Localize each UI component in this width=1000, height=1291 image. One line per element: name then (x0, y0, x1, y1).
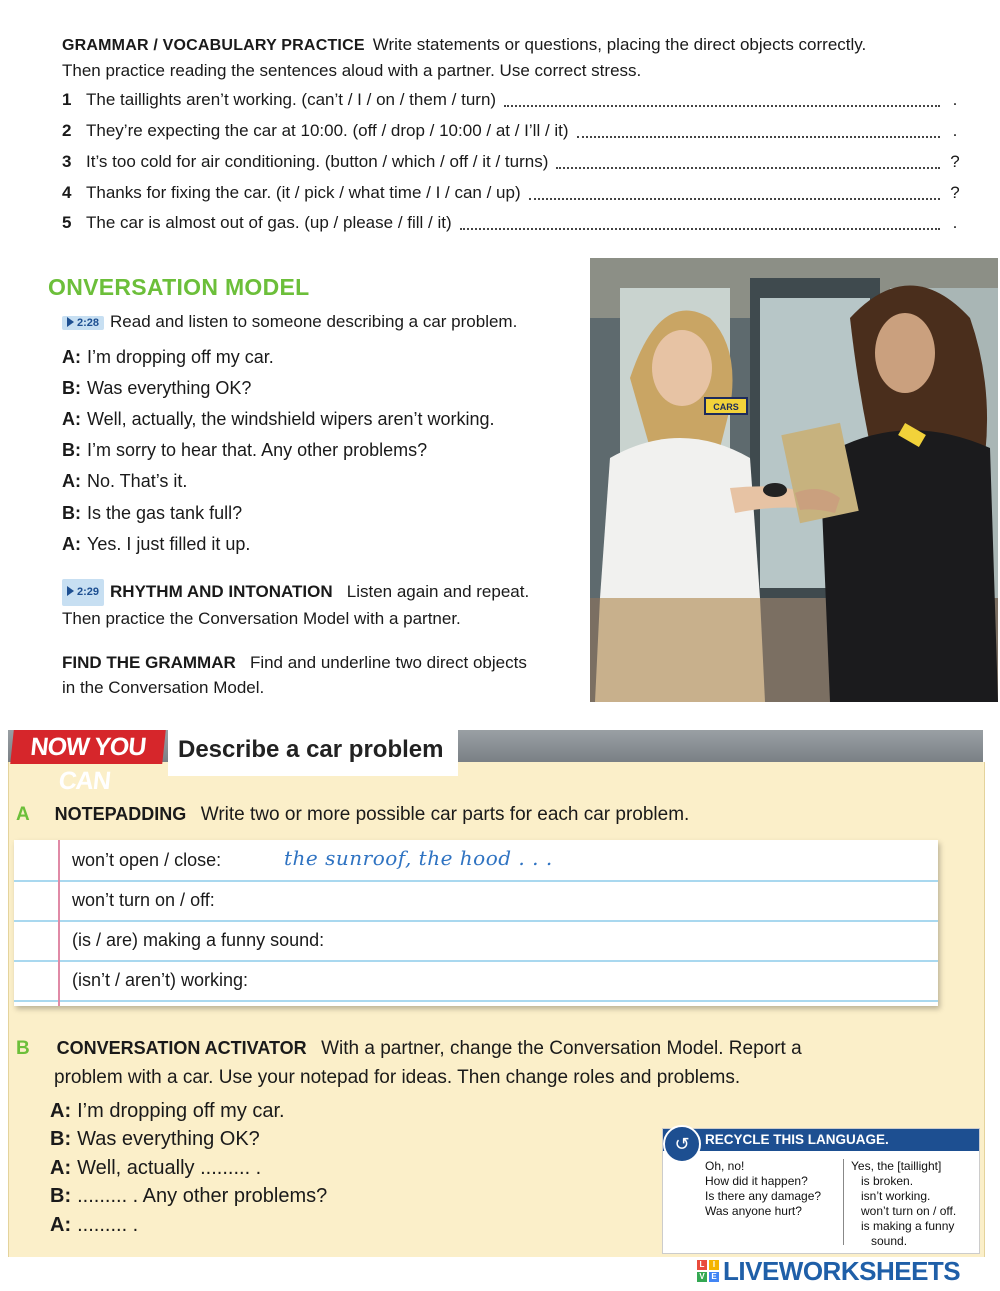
answer-blank[interactable] (556, 155, 940, 169)
activator-line-2 (50, 1128, 260, 1151)
rhythm-heading: RHYTHM AND INTONATION (110, 582, 333, 601)
recycle-right-column: Yes, the [taillight] is broken. isn’t working. won’t turn on / off. is making a funny sound. (851, 1159, 957, 1248)
liveworksheets-logo-icon (697, 1260, 719, 1282)
grammar-instruction-2: Then practice reading the sentences aloud with a partner. Use correct stress. (62, 61, 642, 80)
speaker-label: A: (50, 1214, 72, 1236)
item-text: The taillights aren’t working. (can’t / I / on / them / turn) (86, 90, 497, 109)
grammar-instruction-1: Write statements or questions, placing the direct objects correctly. (372, 35, 867, 54)
grammar-instructions (62, 32, 962, 83)
logo-tile: E (709, 1272, 719, 1282)
item-end-punct: . (952, 121, 958, 140)
speaker-label: A: (50, 1157, 72, 1179)
conversation-model-title: ONVERSATION MODEL (48, 274, 310, 300)
conversation-intro (62, 312, 517, 332)
item-number: 1 (62, 90, 72, 109)
grammar-item-2 (62, 119, 962, 143)
activator-text: ......... . Any other problems? (77, 1185, 328, 1207)
speaker-label: A: (50, 1100, 72, 1122)
recycle-divider (843, 1159, 844, 1245)
find-text-1: Find and underline two direct objects (249, 653, 527, 672)
item-end-punct: . (952, 90, 958, 109)
activator-text: ......... . (77, 1214, 139, 1236)
item-text: It’s too cold for air conditioning. (button / which / off / it / turns) (86, 152, 549, 171)
activator-line-5 (50, 1214, 138, 1237)
play-icon (67, 586, 74, 596)
section-heading: CONVERSATION ACTIVATOR (56, 1038, 307, 1058)
speaker-label: B: (62, 503, 81, 523)
notepad-margin-line (58, 840, 60, 1006)
grammar-item-3 (62, 150, 962, 174)
activator-text: Was everything OK? (77, 1128, 260, 1150)
activator-line-3 (50, 1157, 261, 1180)
section-b-header (16, 1034, 916, 1093)
dialogue-text: Yes. I just filled it up. (87, 534, 251, 554)
speaker-label: A: (62, 347, 81, 367)
speaker-label: B: (62, 440, 81, 460)
section-a-header (16, 804, 689, 826)
now-you-can-title: Describe a car problem (178, 736, 444, 763)
answer-blank[interactable] (529, 186, 940, 200)
dialogue-text: I’m sorry to hear that. Any other problems? (87, 440, 428, 460)
recycle-icon: ↺ (663, 1125, 701, 1163)
speaker-label: A: (62, 471, 81, 491)
dialogue-line-2 (62, 378, 251, 399)
section-letter: A (16, 804, 30, 825)
play-icon (67, 317, 74, 327)
notepad-label: won’t open / close: (72, 850, 222, 870)
section-letter: B (16, 1038, 30, 1059)
item-number: 4 (62, 183, 72, 202)
dialogue-line-6 (62, 503, 242, 524)
grammar-item-4 (62, 181, 962, 205)
dialogue-line-5 (62, 471, 187, 492)
audio-track-button[interactable]: 2:29 (62, 579, 104, 606)
answer-blank[interactable] (577, 124, 940, 138)
dialogue-line-4 (62, 440, 427, 461)
logo-tile: I (709, 1260, 719, 1270)
audio-track-button[interactable]: 2:28 (62, 316, 104, 330)
find-text-2: in the Conversation Model. (62, 678, 265, 697)
section-instruction-1: With a partner, change the Conversation Model. Report a (321, 1038, 802, 1059)
dialogue-line-7 (62, 534, 250, 555)
logo-tile: L (697, 1260, 707, 1270)
activator-text: I’m dropping off my car. (77, 1100, 285, 1122)
notepad-row-1[interactable] (14, 840, 938, 882)
activator-line-4 (50, 1185, 327, 1208)
find-the-grammar (62, 650, 582, 700)
recycle-header (663, 1129, 979, 1151)
rhythm-intonation (62, 579, 582, 631)
photo-illustration (590, 258, 998, 702)
logo-tile: V (697, 1272, 707, 1282)
intro-text: Read and listen to someone describing a car problem. (110, 312, 518, 331)
notepad-label: won’t turn on / off: (72, 890, 215, 910)
recycle-language-box (662, 1128, 980, 1254)
dialogue-text: Is the gas tank full? (87, 503, 243, 523)
find-heading: FIND THE GRAMMAR (62, 653, 236, 672)
notepad-row-3[interactable] (14, 920, 938, 962)
dialogue-text: Was everything OK? (87, 378, 252, 398)
recycle-left-column: Oh, no! How did it happen? Is there any damage? Was anyone hurt? (705, 1159, 822, 1218)
dialogue-text: Well, actually, the windshield wipers aren’t working. (87, 409, 495, 429)
item-end-punct: . (952, 213, 958, 232)
dialogue-line-3 (62, 409, 495, 430)
now-you-can-logo: NOW YOU CAN (10, 730, 166, 764)
notepad (14, 840, 938, 1006)
item-text: They’re expecting the car at 10:00. (off / drop / 10:00 / at / I’ll / it) (86, 121, 569, 140)
liveworksheets-footer (697, 1256, 960, 1286)
liveworksheets-brand[interactable]: LIVEWORKSHEETS (723, 1255, 961, 1286)
item-end-punct: ? (950, 152, 960, 171)
item-text: Thanks for fixing the car. (it / pick / what time / I / can / up) (86, 183, 521, 202)
item-number: 3 (62, 152, 72, 171)
dialogue-text: No. That’s it. (87, 471, 188, 491)
item-number: 2 (62, 121, 72, 140)
activator-text: Well, actually ......... . (77, 1157, 262, 1179)
section-heading: NOTEPADDING (54, 804, 187, 824)
grammar-item-1 (62, 88, 962, 112)
dialogue-text: I’m dropping off my car. (87, 347, 274, 367)
recycle-title: RECYCLE THIS LANGUAGE. (705, 1132, 889, 1147)
rhythm-text-2: Then practice the Conversation Model with a partner. (62, 609, 461, 629)
grammar-item-5 (62, 211, 962, 235)
grammar-heading: GRAMMAR / VOCABULARY PRACTICE (62, 37, 365, 54)
section-instruction: Write two or more possible car parts for each car problem. (200, 804, 690, 825)
activator-line-1 (50, 1100, 285, 1123)
section-instruction-2: problem with a car. Use your notepad for ideas. Then change roles and problems. (54, 1067, 741, 1088)
notepad-row-2[interactable] (14, 880, 938, 922)
speaker-label: A: (62, 534, 81, 554)
speaker-label: B: (50, 1128, 72, 1150)
speaker-label: B: (50, 1185, 72, 1207)
rhythm-text-1: Listen again and repeat. (346, 582, 530, 601)
conversation-photo (590, 258, 998, 702)
notepad-label: (isn’t / aren’t) working: (72, 970, 249, 990)
answer-blank[interactable] (460, 216, 940, 230)
speaker-label: B: (62, 378, 81, 398)
handwritten-answer: the sunroof, the hood . . . (284, 846, 553, 870)
notepad-row-4[interactable] (14, 960, 938, 1002)
item-end-punct: ? (950, 183, 960, 202)
item-number: 5 (62, 213, 72, 232)
dialogue-line-1 (62, 347, 274, 368)
speaker-label: A: (62, 409, 81, 429)
notepad-label: (is / are) making a funny sound: (72, 930, 325, 950)
cars-badge-text: CARS (713, 402, 739, 412)
item-text: The car is almost out of gas. (up / please / fill / it) (86, 213, 452, 232)
answer-blank[interactable] (504, 93, 940, 107)
